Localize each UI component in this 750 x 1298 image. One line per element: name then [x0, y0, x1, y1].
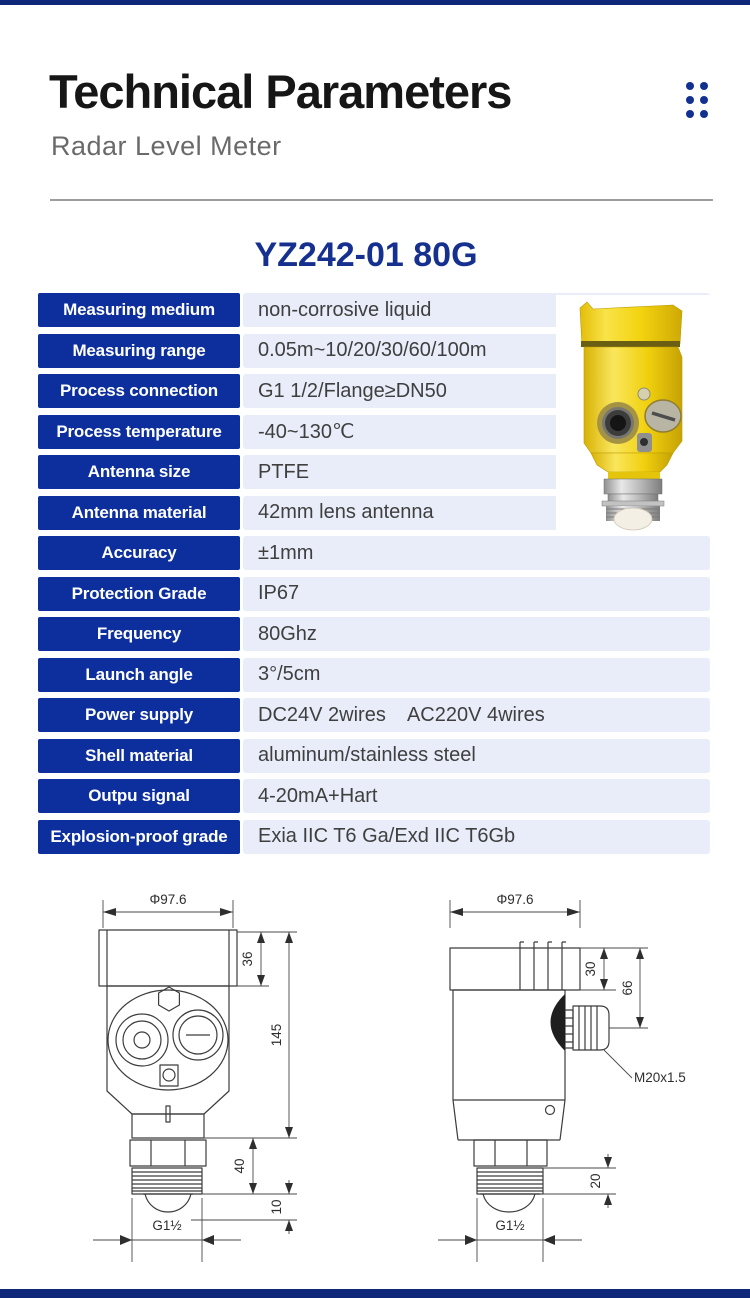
product-photo-card [556, 295, 745, 533]
dimension-label: 36 [240, 951, 255, 967]
dimension-label: Φ97.6 [496, 892, 534, 907]
spec-label: Explosion-proof grade [38, 820, 240, 854]
spec-label: Measuring range [38, 334, 240, 368]
dimension-label: Φ97.6 [149, 892, 187, 907]
dimension-label: 10 [269, 1199, 284, 1215]
page-title: Technical Parameters [49, 65, 512, 118]
dot-icon [700, 110, 708, 118]
page-subtitle: Radar Level Meter [51, 131, 282, 161]
spec-label: Protection Grade [38, 577, 240, 611]
spec-value: non-corrosive liquid [243, 293, 710, 327]
spec-value: G1 1/2/Flange≥DN50 [243, 374, 710, 408]
dots-grid-icon [686, 82, 708, 118]
dimension-label: G1½ [495, 1218, 525, 1233]
table-row [38, 820, 710, 854]
spec-value: DC24V 2wires AC220V 4wires [243, 698, 710, 732]
table-row [38, 617, 710, 651]
spec-value: 0.05m~10/20/30/60/100m [243, 334, 710, 368]
table-row [38, 577, 710, 611]
dimension-label: M20x1.5 [634, 1070, 686, 1085]
spec-value: 42mm lens antenna [243, 496, 710, 530]
table-row [38, 698, 710, 732]
dimension-label: 40 [232, 1158, 247, 1174]
dot-icon [686, 82, 694, 90]
spec-value: 4-20mA+Hart [243, 779, 710, 813]
spec-label: Process temperature [38, 415, 240, 449]
dimension-label: 66 [620, 980, 635, 996]
dot-icon [700, 96, 708, 104]
spec-label: Shell material [38, 739, 240, 773]
spec-label: Launch angle [38, 658, 240, 692]
spec-value: 80Ghz [243, 617, 710, 651]
side-view-drawing [432, 888, 712, 1268]
spec-value: IP67 [243, 577, 710, 611]
spec-label: Accuracy [38, 536, 240, 570]
spec-label: Measuring medium [38, 293, 240, 327]
spec-label: Antenna size [38, 455, 240, 489]
product-photo [556, 295, 745, 533]
spec-label: Power supply [38, 698, 240, 732]
dimension-label: 20 [588, 1173, 603, 1189]
table-row [38, 739, 710, 773]
spec-label: Process connection [38, 374, 240, 408]
table-row [38, 536, 710, 570]
model-title: YZ242-01 80G [254, 236, 478, 274]
table-row [38, 779, 710, 813]
spec-label: Frequency [38, 617, 240, 651]
bottom-accent-bar [0, 1289, 750, 1298]
top-accent-bar [0, 0, 750, 5]
spec-value: PTFE [243, 455, 710, 489]
dot-icon [700, 82, 708, 90]
spec-value: 3°/5cm [243, 658, 710, 692]
spec-label: Antenna material [38, 496, 240, 530]
spec-value: aluminum/stainless steel [243, 739, 710, 773]
spec-value: -40~130℃ [243, 415, 710, 449]
dimension-label: G1½ [152, 1218, 182, 1233]
dot-icon [686, 110, 694, 118]
dimension-label: 145 [269, 1023, 284, 1047]
table-row [38, 658, 710, 692]
dot-icon [686, 96, 694, 104]
spec-value: Exia IIC T6 Ga/Exd IIC T6Gb [243, 820, 710, 854]
spec-value: ±1mm [243, 536, 710, 570]
header-divider [50, 199, 713, 201]
spec-label: Outpu signal [38, 779, 240, 813]
dimension-label: 30 [583, 961, 598, 977]
front-view-drawing [85, 888, 325, 1268]
